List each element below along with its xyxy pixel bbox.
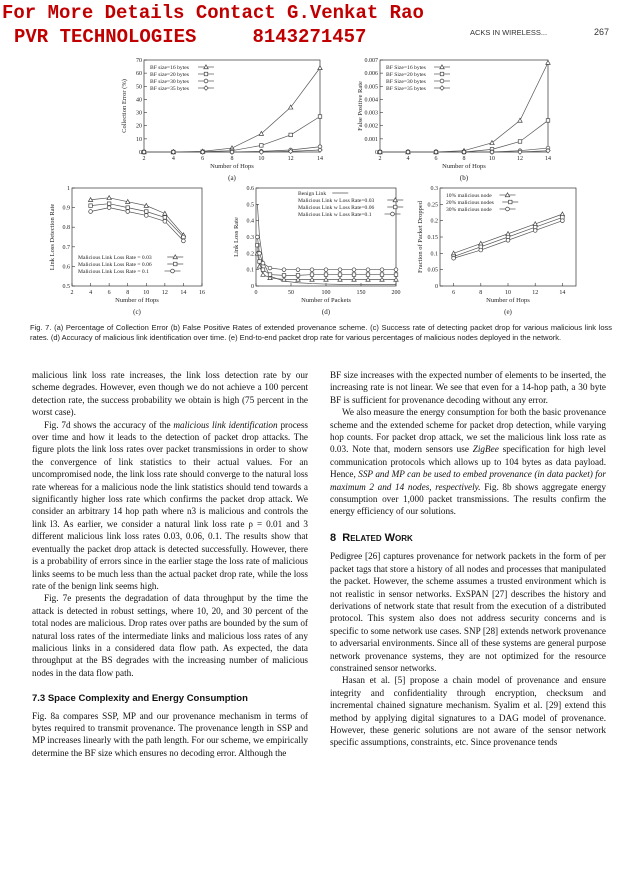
y-tick-label: 0.004 [364, 97, 378, 104]
data-point [518, 140, 522, 144]
data-point [282, 274, 286, 278]
y-axis-label: Link Loss Detection Rate [49, 203, 56, 271]
panel-label: (b) [459, 174, 469, 182]
chart-panel-e [414, 184, 584, 321]
data-point [479, 248, 483, 252]
x-tick-label: 2 [142, 156, 146, 162]
y-tick-label: 0.003 [364, 110, 378, 117]
data-point [310, 273, 314, 277]
data-point [182, 239, 186, 243]
data-point [506, 207, 510, 211]
y-axis-label: Fraction of Packet Dropped [417, 200, 424, 274]
data-point [394, 273, 398, 277]
series-3 [452, 219, 565, 260]
x-tick-label: 2 [378, 156, 382, 162]
figure-7 [49, 56, 580, 322]
series-line [91, 198, 184, 235]
data-point [561, 219, 565, 223]
data-point [506, 238, 510, 242]
data-point [204, 79, 208, 83]
y-tick-label: 0.002 [364, 123, 378, 130]
data-point [204, 86, 208, 90]
y-tick-label: 0.007 [364, 58, 378, 64]
data-point [508, 200, 512, 204]
x-tick-label: 14 [180, 290, 187, 296]
series-1 [88, 196, 185, 237]
x-tick-label: 8 [479, 290, 483, 296]
section-heading-8: 8 Related Work [330, 531, 413, 544]
x-tick-label: 14 [317, 156, 323, 162]
data-point [352, 273, 356, 277]
data-point [366, 268, 370, 272]
y-axis-label: Link Loss Rate [233, 217, 240, 257]
data-point [391, 212, 395, 216]
y-tick-label: 0.6 [246, 186, 254, 192]
y-tick-label: 20 [136, 123, 142, 130]
x-tick-label: 6 [434, 156, 438, 162]
x-tick-label: 4 [171, 156, 175, 162]
x-tick-label: 2 [70, 290, 74, 296]
data-point [173, 262, 177, 266]
data-point [324, 268, 328, 272]
data-point [380, 268, 384, 272]
legend [150, 65, 214, 92]
data-point [318, 148, 322, 152]
paragraph: Fig. 8a compares SSP, MP and our provenance mechanism in terms of bytes required to transmit provenance. The provenance length in SSP and MP increases linearly with the path length. For our scheme, we empirically determine the BF size which ensures no decoding error. Although the [32, 710, 308, 758]
data-point [533, 229, 537, 233]
x-tick-label: 8 [230, 156, 234, 162]
y-tick-label: 60 [136, 71, 142, 78]
data-point [394, 268, 398, 272]
series-2 [452, 216, 564, 259]
series-line [380, 120, 548, 152]
chart-panel-d [228, 184, 408, 321]
data-point [324, 273, 328, 277]
legend-label: Malicious Link Loss Rate = 0.1 [78, 269, 149, 275]
legend-label: BF size=35 bytes [150, 86, 189, 92]
y-axis-label: False Positive Rate [357, 81, 364, 131]
panel-label: (a) [228, 174, 236, 182]
legend-label: Benign Link [298, 191, 327, 197]
y-tick-label: 0.2 [430, 218, 438, 225]
data-point [260, 144, 264, 148]
x-tick-label: 14 [545, 156, 551, 162]
data-point [366, 273, 370, 277]
x-tick-label: 16 [199, 290, 205, 296]
x-axis-label: Number of Hops [486, 297, 530, 304]
legend-label: BF Size=30 bytes [386, 79, 426, 85]
section-heading-7-3: 7.3 Space Complexity and Energy Consumption [32, 693, 248, 705]
chart-panel-b [346, 56, 556, 185]
y-tick-label: 10 [136, 136, 142, 143]
y-tick-label: 0.8 [62, 225, 70, 232]
chart-panel-c [32, 184, 212, 321]
legend-label: 30% malicious node [446, 207, 492, 213]
figure-caption: Fig. 7. (a) Percentage of Collection Error (b) False Positive Rates of extended provenance scheme. (c) Success rate of detecting packet drop for various malicious link loss rates. (d) Accuracy of malicious link identification over time. (e) End-to-end packet drop rate for various percentages of malicious nodes deployed in the network. [30, 323, 612, 342]
legend-label: Malicious Link w Loss Rate=0.03 [298, 198, 375, 204]
paragraph: Pedigree [26] captures provenance for network packets in the form of per packet tags that store a history of all nodes and processes that manipulated the packet. However, the scheme assumes a trusted environment which is not realistic in sensor networks. ExSPAN [27] describes the history and derivations of network state that result from the execution of a distributed protocol. This system also does not address security concerns and is specific to some network use cases. SNP [28] extends network provenance to adversarial environments. Since all of these systems are general purpose network provenance systems, they are not optimized for the resource constrained sensor networks. [330, 551, 606, 673]
data-point [310, 268, 314, 272]
legend-label: Malicious Link Loss Rate = 0.06 [78, 262, 152, 268]
series-line [91, 208, 184, 241]
y-tick-label: 0.15 [427, 235, 438, 241]
data-point [126, 206, 130, 210]
watermark-line-1: For More Details Contact G.Venkat Rao [2, 2, 424, 24]
data-point [289, 133, 293, 137]
left-column [32, 369, 308, 759]
y-tick-label: 0.6 [62, 264, 70, 271]
panel-label: (c) [133, 308, 141, 316]
data-point [261, 261, 265, 265]
legend-label: BF size=30 bytes [150, 79, 189, 85]
series-3 [256, 243, 398, 277]
x-tick-label: 10 [489, 156, 495, 162]
watermark-phone: 8143271457 [252, 26, 367, 48]
legend [446, 193, 518, 213]
y-tick-label: 0.25 [427, 202, 438, 209]
x-tick-label: 200 [391, 290, 401, 296]
x-axis-label: Number of Packets [301, 297, 351, 304]
legend-label: BF Size=20 bytes [386, 72, 426, 78]
panel-label: (d) [321, 308, 331, 316]
paragraph: Hasan et al. [5] propose a chain model of provenance and ensure integrity and confidentiality through encryption, checksum and incremental chained signature mechanism. Syalim et al. [29] extend this method by applying digital signatures to a DAG model of provenance. However, these generic solutions are not aware of the sensor network specific assumptions, constraints, etc. Since provenance tends [330, 675, 606, 748]
x-axis-label: Number of Hops [210, 163, 254, 170]
y-tick-label: 50 [136, 84, 142, 91]
data-point [440, 72, 444, 76]
data-point [440, 79, 444, 83]
data-point [282, 268, 286, 272]
x-axis-label: Number of Hops [115, 297, 159, 304]
legend-label: 20% malicious nodes [446, 200, 494, 206]
data-point [318, 66, 322, 70]
data-point [107, 196, 111, 200]
chart-panel-a [118, 56, 328, 185]
x-tick-label: 50 [288, 290, 294, 296]
y-tick-label: 0 [375, 150, 378, 156]
data-point [352, 268, 356, 272]
data-point [338, 268, 342, 272]
watermark-banner [0, 0, 430, 52]
y-tick-label: 0.7 [62, 244, 70, 251]
x-tick-label: 6 [107, 290, 111, 296]
data-point [163, 216, 167, 220]
series-4 [378, 148, 550, 154]
y-tick-label: 0.3 [430, 186, 438, 192]
data-point [107, 202, 111, 206]
data-point [258, 251, 262, 255]
y-tick-label: 0 [251, 284, 254, 290]
x-tick-label: 8 [126, 290, 130, 296]
x-tick-label: 12 [287, 156, 294, 162]
series-3 [89, 206, 186, 243]
data-point [107, 206, 111, 210]
data-point [518, 118, 522, 122]
x-tick-label: 4 [406, 156, 410, 162]
x-tick-label: 12 [161, 290, 168, 296]
legend-label: BF size=20 bytes [150, 72, 189, 78]
data-point [145, 210, 149, 214]
x-tick-label: 12 [532, 290, 539, 296]
y-tick-label: 0.5 [246, 202, 254, 209]
data-point [182, 235, 186, 239]
x-tick-label: 0 [254, 290, 258, 296]
paragraph: We also measure the energy consumption for both the basic provenance scheme and the extended scheme for packet drop detection, while varying hop counts. For packet drop attack, we set the malicious link loss rate as 0.03. Note that, modern sensors use ZigBee specification for high level communication protocols which allows up to 104 bytes as data payload. Hence, SSP and MP can be used to embed provenance (in data packet) for maximum 2 and 14 nodes, respectively. Fig. 8b shows aggregate energy consumption over 1,000 packet transmissions. The results confirm the energy efficiency of our solutions. [330, 407, 607, 517]
page-number: 267 [594, 27, 610, 37]
y-tick-label: 30 [136, 110, 142, 117]
legend [298, 191, 403, 218]
y-tick-label: 0.05 [427, 267, 438, 274]
legend-label: Malicious Link Loss Rate = 0.03 [78, 255, 152, 261]
data-point [452, 256, 456, 260]
y-tick-label: 70 [136, 58, 142, 64]
data-point [546, 119, 550, 123]
paragraph: malicious link loss rate increases, the link loss detection rate by our scheme degrades. However, even though we do not achieve a 100 percent detection rate, the success probability we obtain is high (75 percent in the worst case). [32, 370, 308, 418]
data-point [171, 269, 175, 273]
y-tick-label: 0.006 [364, 71, 378, 78]
paragraph: Fig. 7e presents the degradation of data throughput by the time the attack is detected in robust settings, where 10, 20, and 30 percent of the total nodes are malicious. Drop rates over paths are bounded by the sum of natural loss rates of the intermediate links and malicious loss rates of any malicious links in a considered data flow path. As expected, the data throughput at the BS degrades with the increasing number of malicious nodes in the data flow path. [32, 593, 308, 678]
data-point [261, 268, 265, 272]
data-point [546, 60, 550, 64]
data-point [380, 273, 384, 277]
y-tick-label: 0 [435, 284, 438, 290]
data-point [89, 210, 93, 214]
x-tick-label: 8 [462, 156, 466, 162]
data-point [261, 272, 265, 276]
series-4 [256, 235, 398, 271]
x-tick-label: 10 [143, 290, 150, 296]
data-point [89, 204, 93, 208]
data-point [268, 273, 272, 277]
legend-label: 10% malicious node [446, 193, 492, 199]
data-point [256, 235, 260, 239]
legend [78, 255, 183, 275]
y-tick-label: 0.9 [62, 205, 70, 212]
data-point [296, 274, 300, 278]
data-point [268, 266, 272, 270]
x-tick-label: 100 [321, 290, 331, 296]
data-point [163, 219, 167, 223]
y-tick-label: 0.001 [364, 136, 378, 143]
data-point [338, 273, 342, 277]
x-tick-label: 14 [559, 290, 566, 296]
data-point [318, 115, 322, 119]
data-point [204, 72, 208, 76]
y-tick-label: 1 [67, 186, 70, 192]
data-point [126, 210, 130, 214]
series-line [257, 237, 396, 270]
y-tick-label: 0 [139, 150, 142, 156]
x-tick-label: 150 [356, 290, 366, 296]
legend [386, 65, 450, 92]
legend-label: BF size=16 bytes [150, 65, 189, 71]
x-tick-label: 4 [89, 290, 93, 296]
paragraph: Fig. 7d shows the accuracy of the malicious link identification process over time and how it leads to the detection of packet drop attacks. The figure plots the link loss rates over packet transmissions in order to show the convergence of link statistics to their actual values. For an uncompromised node, the link loss rate should converge to the natural loss rate whereas for a malicious node the link statistics should tend towards a significantly higher loss rate which confirms the packet drop attack. We consider an arbitrary 14 hop path where n3 is malicious and controls the link l3. As earlier, we consider a natural link loss rate ρ = 0.01 and 3 different malicious link loss rates 0.03, 0.06, 0.1. The results show that eventually the packet drop attack is detected successfully. However, there is a probability of errors since in the earlier stage the loss rate of malicious links seems to be much less than the actual packet drop rate, while the loss rate of the benign link seems high. [32, 419, 308, 591]
data-point [440, 86, 444, 90]
legend-label: Malicious Link w Loss Rate=0.06 [298, 205, 375, 211]
paragraph: BF size increases with the expected number of elements to be inserted, the increasing rate is not linear. We see that even for a 14-hop path, a 30 byte BF is sufficient for provenance decoding without any error. [330, 370, 606, 405]
running-head: ACKS IN WIRELESS... [470, 28, 548, 37]
watermark-org: PVR TECHNOLOGIES [14, 26, 197, 48]
y-tick-label: 0.3 [246, 235, 254, 241]
data-point [258, 260, 262, 264]
y-tick-label: 40 [136, 97, 142, 104]
legend-label: Malicious Link w Loss Rate=0.1 [298, 212, 372, 218]
x-tick-label: 6 [452, 290, 456, 296]
right-column [330, 369, 606, 749]
x-tick-label: 10 [258, 156, 265, 162]
data-point [144, 214, 148, 218]
data-point [393, 205, 397, 209]
y-tick-label: 0.4 [246, 218, 254, 225]
x-tick-label: 12 [517, 156, 523, 162]
panel-label: (e) [504, 308, 512, 316]
x-axis-label: Number of Hops [442, 163, 486, 170]
data-point [163, 211, 167, 215]
legend-label: BF Size=35 bytes [386, 86, 426, 92]
series-1 [451, 212, 564, 255]
y-axis-label: Collection Error (%) [121, 79, 128, 133]
series-2 [255, 251, 398, 281]
y-tick-label: 0.2 [246, 251, 254, 258]
data-point [296, 268, 300, 272]
y-tick-label: 0.1 [246, 267, 254, 274]
y-tick-label: 0.005 [364, 84, 378, 91]
legend-label: BF Size=16 bytes [386, 65, 426, 71]
x-tick-label: 10 [505, 290, 511, 296]
watermark-line-2 [14, 26, 366, 48]
x-tick-label: 6 [201, 156, 205, 162]
y-tick-label: 0.5 [62, 284, 70, 290]
y-tick-label: 0.1 [430, 251, 438, 258]
